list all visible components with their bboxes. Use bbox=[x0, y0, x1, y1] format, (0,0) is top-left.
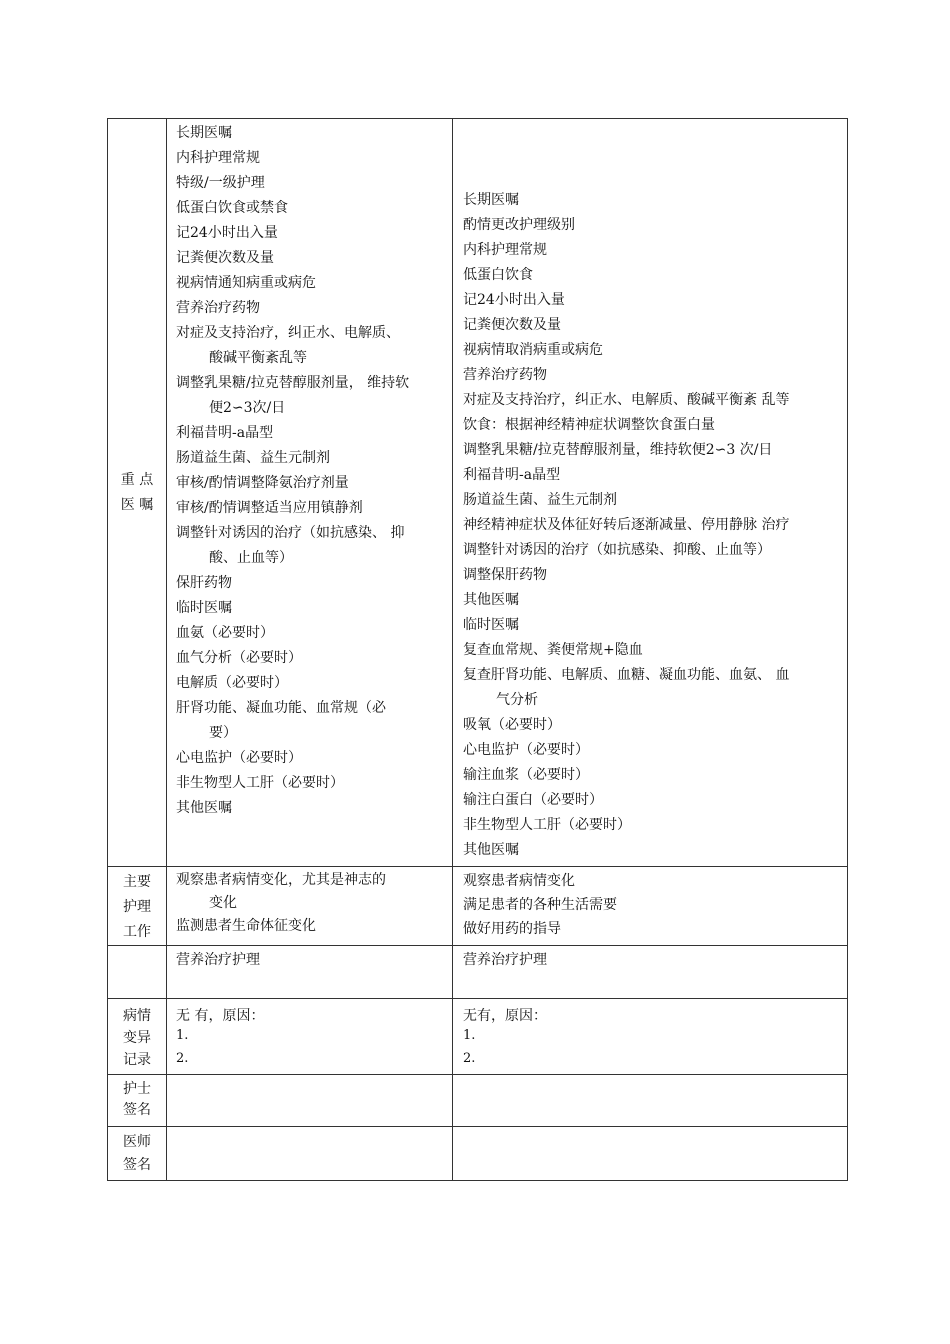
nursing-item: 观察患者病情变化，尤其是神志的 bbox=[176, 872, 386, 888]
nursing-label-line: 主要 bbox=[123, 874, 151, 890]
order-item: 记24小时出入量 bbox=[463, 292, 565, 308]
nursing-item: 做好用药的指导 bbox=[463, 921, 561, 937]
doctor-sign-day2-field[interactable] bbox=[453, 1127, 848, 1181]
variation-day2-cell bbox=[453, 999, 848, 1075]
order-item: 肠道益生菌、益生元制剂 bbox=[463, 492, 617, 508]
variation-label-cell bbox=[108, 999, 167, 1075]
nursing-day1-list bbox=[167, 867, 452, 938]
nutrition-day2-text: 营养治疗护理 bbox=[463, 952, 547, 968]
doctor-sign-row bbox=[108, 1127, 848, 1181]
variation-reason-2: 2. bbox=[463, 1051, 476, 1066]
order-item: 其他医嘱 bbox=[176, 800, 232, 816]
order-item: 非生物型人工肝（必要时） bbox=[176, 775, 344, 791]
nursing-label-cell bbox=[108, 867, 167, 946]
orders-day1-cell bbox=[167, 119, 453, 867]
nursing-row bbox=[108, 867, 848, 946]
order-item: 记粪便次数及量 bbox=[463, 317, 561, 333]
order-item: 酌情更改护理级别 bbox=[463, 217, 575, 233]
nursing-item: 观察患者病情变化 bbox=[463, 873, 575, 889]
order-item: 调整乳果糖/拉克替醇服剂量，维持软便2∽3 次/日 bbox=[463, 442, 773, 458]
orders-day2-cell bbox=[453, 119, 848, 867]
order-item: 心电监护（必要时） bbox=[463, 742, 589, 758]
nutrition-label-cell bbox=[108, 946, 167, 999]
order-item: 其他医嘱 bbox=[463, 842, 519, 858]
variation-reason-1: 1. bbox=[463, 1028, 476, 1043]
doctor-sign-label-line: 医师 bbox=[123, 1134, 151, 1150]
order-item: 输注白蛋白（必要时） bbox=[463, 792, 603, 808]
nutrition-row bbox=[108, 946, 848, 999]
order-item: 内科护理常规 bbox=[176, 150, 260, 166]
order-item: 内科护理常规 bbox=[463, 242, 547, 258]
order-item: 利福昔明-a晶型 bbox=[463, 467, 561, 483]
order-item: 肝肾功能、凝血功能、血常规（必 bbox=[176, 700, 386, 716]
order-item: 利福昔明-a晶型 bbox=[176, 425, 274, 441]
variation-label-line: 变异 bbox=[123, 1030, 151, 1046]
doctor-sign-label-line: 签名 bbox=[123, 1157, 151, 1173]
nursing-item: 监测患者生命体征变化 bbox=[176, 918, 316, 934]
nurse-sign-label-cell bbox=[108, 1075, 167, 1127]
order-item: 审核/酌情调整降氨治疗剂量 bbox=[176, 475, 349, 491]
nurse-sign-day2-field[interactable] bbox=[453, 1075, 848, 1127]
orders-day1-list bbox=[167, 119, 452, 821]
nutrition-day1-text: 营养治疗护理 bbox=[176, 952, 260, 968]
nursing-item: 变化 bbox=[209, 895, 237, 911]
order-item: 保肝药物 bbox=[176, 575, 232, 591]
doctor-sign-label-cell bbox=[108, 1127, 167, 1181]
variation-option: 无有，原因： bbox=[463, 1008, 547, 1024]
order-item: 心电监护（必要时） bbox=[176, 750, 302, 766]
order-item: 调整针对诱因的治疗（如抗感染、 抑 bbox=[176, 525, 405, 541]
doctor-sign-day1-field[interactable] bbox=[167, 1127, 453, 1181]
variation-reason-2: 2. bbox=[176, 1051, 189, 1066]
order-item: 非生物型人工肝（必要时） bbox=[463, 817, 631, 833]
order-item: 视病情通知病重或病危 bbox=[176, 275, 316, 291]
order-item: 对症及支持治疗，纠正水、电解质、酸碱平衡紊 乱等 bbox=[463, 392, 790, 408]
variation-reason-1: 1. bbox=[176, 1028, 189, 1043]
orders-label-line2: 医 嘱 bbox=[120, 496, 154, 513]
nursing-label-line: 工作 bbox=[123, 924, 151, 940]
nursing-day1-cell bbox=[167, 867, 453, 946]
order-item: 特级/一级护理 bbox=[176, 175, 265, 191]
clinical-pathway-table bbox=[107, 118, 848, 1181]
order-item: 调整乳果糖/拉克替醇服剂量， 维持软 bbox=[176, 375, 410, 391]
orders-row bbox=[108, 119, 848, 867]
order-item: 营养治疗药物 bbox=[176, 300, 260, 316]
nurse-sign-row bbox=[108, 1075, 848, 1127]
order-item: 临时医嘱 bbox=[463, 617, 519, 633]
order-item: 神经精神症状及体征好转后逐渐减量、停用静脉 治疗 bbox=[463, 517, 790, 533]
order-item: 临时医嘱 bbox=[176, 600, 232, 616]
nutrition-day2-cell bbox=[453, 946, 848, 999]
nurse-sign-label-line: 签名 bbox=[123, 1102, 151, 1118]
order-item: 调整针对诱因的治疗（如抗感染、抑酸、止血等） bbox=[463, 542, 771, 558]
variation-day2-list bbox=[453, 999, 847, 1068]
order-item: 气分析 bbox=[496, 692, 538, 708]
order-item: 便2∽3次/日 bbox=[209, 400, 286, 416]
order-item: 电解质（必要时） bbox=[176, 675, 288, 691]
order-item: 低蛋白饮食或禁食 bbox=[176, 200, 288, 216]
variation-day1-cell bbox=[167, 999, 453, 1075]
orders-day2-list bbox=[453, 119, 847, 863]
variation-option: 无 有，原因： bbox=[176, 1008, 265, 1024]
orders-label-cell bbox=[108, 119, 167, 867]
order-item: 调整保肝药物 bbox=[463, 567, 547, 583]
order-item: 记24小时出入量 bbox=[176, 225, 278, 241]
orders-label-line1: 重 点 bbox=[120, 471, 154, 488]
order-item: 血氨（必要时） bbox=[176, 625, 274, 641]
nursing-item: 满足患者的各种生活需要 bbox=[463, 897, 617, 913]
nursing-label-line: 护理 bbox=[123, 899, 151, 915]
nursing-day2-cell bbox=[453, 867, 848, 946]
order-item: 输注血浆（必要时） bbox=[463, 767, 589, 783]
variation-label-line: 记录 bbox=[123, 1052, 151, 1068]
order-item: 饮食：根据神经精神症状调整饮食蛋白量 bbox=[463, 417, 715, 433]
order-item: 营养治疗药物 bbox=[463, 367, 547, 383]
nutrition-day1-cell bbox=[167, 946, 453, 999]
order-item: 酸碱平衡紊乱等 bbox=[209, 350, 307, 366]
order-item: 视病情取消病重或病危 bbox=[463, 342, 603, 358]
order-item: 复查血常规、粪便常规+隐血 bbox=[463, 642, 643, 658]
order-item: 酸、止血等） bbox=[209, 550, 293, 566]
variation-label-line: 病情 bbox=[123, 1008, 151, 1024]
order-item: 吸氧（必要时） bbox=[463, 717, 561, 733]
order-item: 长期医嘱 bbox=[176, 125, 232, 141]
nursing-day2-list bbox=[453, 867, 847, 941]
order-item: 长期医嘱 bbox=[463, 192, 519, 208]
variation-row bbox=[108, 999, 848, 1075]
order-item: 低蛋白饮食 bbox=[463, 267, 533, 283]
variation-day1-list bbox=[167, 999, 452, 1068]
order-item: 对症及支持治疗，纠正水、电解质、 bbox=[176, 325, 400, 341]
order-item: 记粪便次数及量 bbox=[176, 250, 274, 266]
nurse-sign-label-line: 护士 bbox=[123, 1081, 151, 1097]
order-item: 复查肝肾功能、电解质、血糖、凝血功能、血氨、 血 bbox=[463, 667, 790, 683]
nurse-sign-day1-field[interactable] bbox=[167, 1075, 453, 1127]
order-item: 肠道益生菌、益生元制剂 bbox=[176, 450, 330, 466]
order-item: 要） bbox=[209, 725, 237, 741]
order-item: 审核/酌情调整适当应用镇静剂 bbox=[176, 500, 363, 516]
order-item: 血气分析（必要时） bbox=[176, 650, 302, 666]
order-item: 其他医嘱 bbox=[463, 592, 519, 608]
